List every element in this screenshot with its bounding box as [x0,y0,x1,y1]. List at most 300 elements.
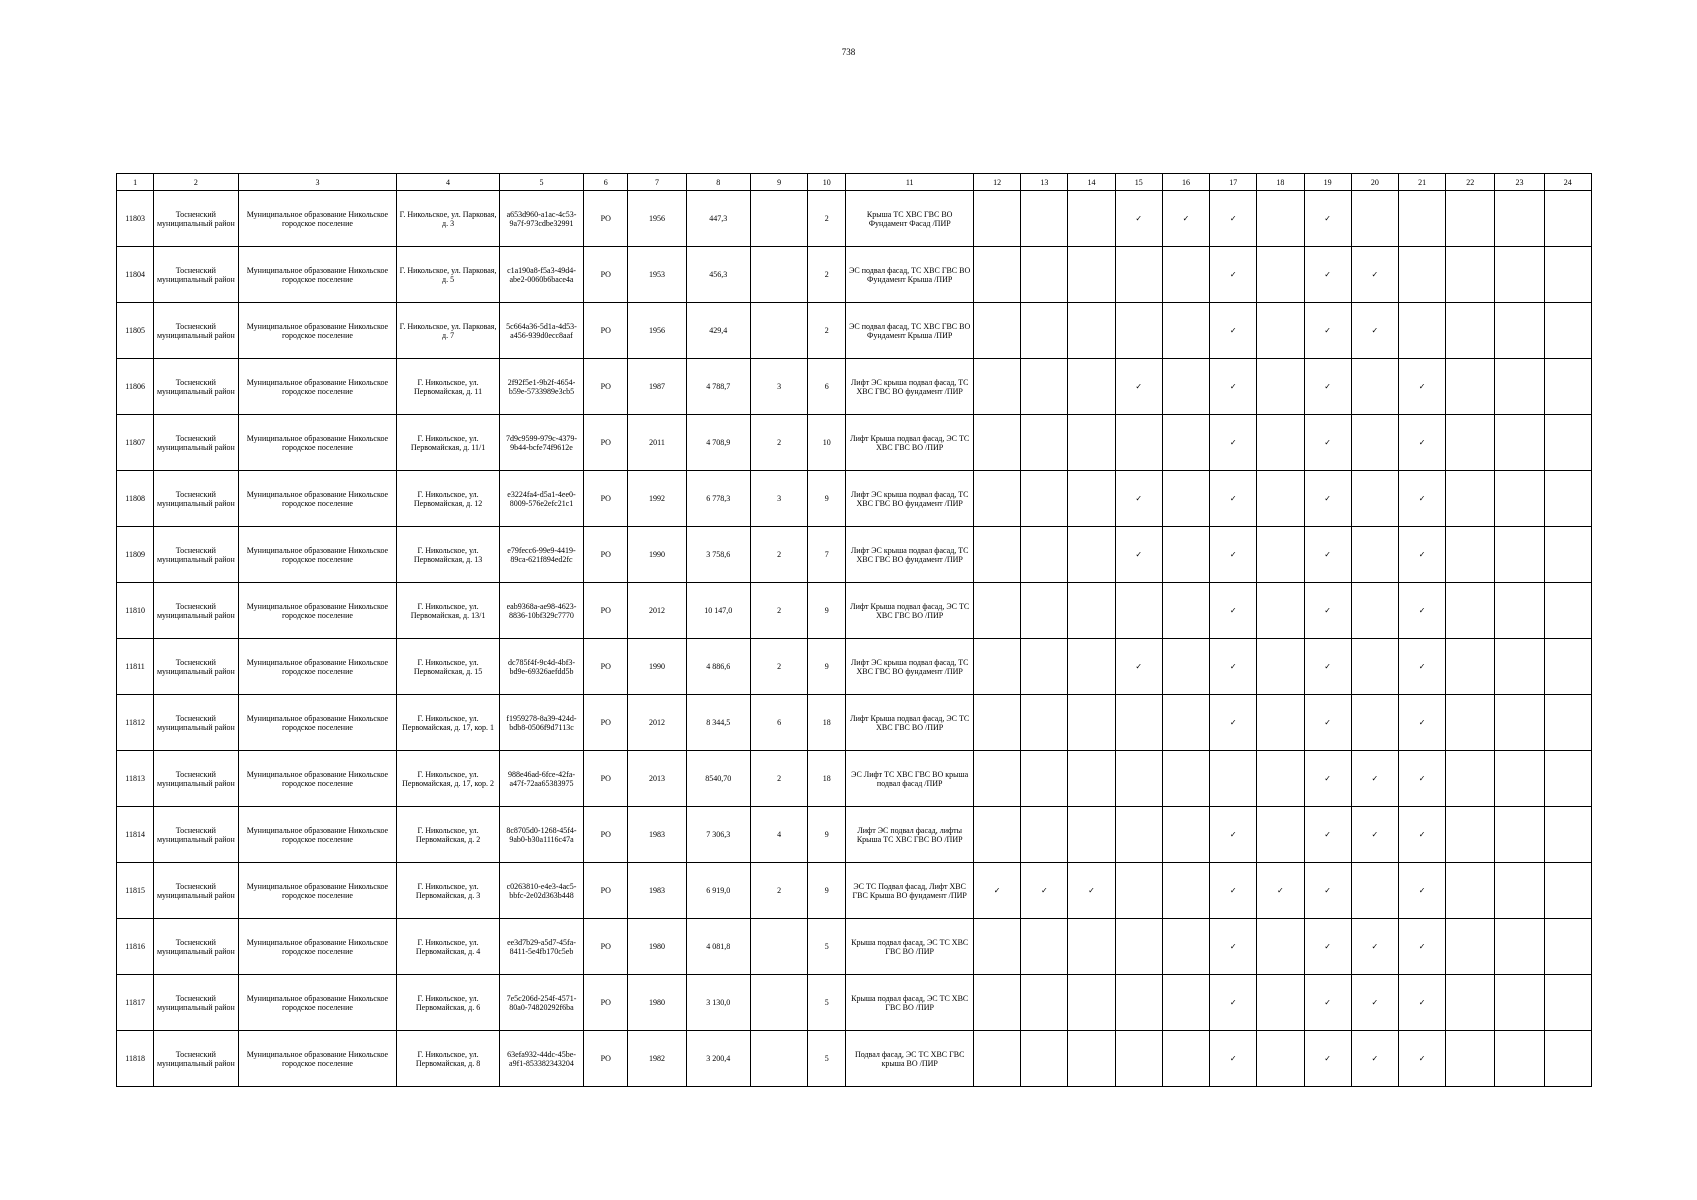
row-id: 11816 [117,919,154,975]
guid-cell: 5c664a36-5d1a-4d53-a456-939d0ecc8aaf [499,303,583,359]
owner-cell: РО [584,751,628,807]
area-cell: 6 919,0 [686,863,750,919]
year-cell: 1990 [628,639,686,695]
empty-cell [973,695,1020,751]
table-row [117,583,1592,639]
check-mark-icon: ✓ [1351,807,1398,863]
empty-cell [1021,191,1068,247]
empty-cell [1351,359,1398,415]
district-cell: Тосненский муниципальный район [154,583,238,639]
year-cell: 2013 [628,751,686,807]
empty-cell [1115,695,1162,751]
municipality-cell: Муниципальное образование Никольское городское поселение [238,639,397,695]
guid-cell: 988e46ad-6fce-42fa-a47f-72aa65383975 [499,751,583,807]
area-cell: 4 788,7 [686,359,750,415]
empty-cell [1162,919,1209,975]
guid-cell: dc785f4f-9c4d-4bf3-bd9e-69326aefdd5b [499,639,583,695]
table-row [117,639,1592,695]
empty-cell [1544,247,1591,303]
district-cell: Тосненский муниципальный район [154,191,238,247]
check-mark-icon: ✓ [1210,919,1257,975]
check-mark-icon: ✓ [1351,247,1398,303]
empty-cell [1544,583,1591,639]
owner-cell: РО [584,303,628,359]
area-cell: 429,4 [686,303,750,359]
municipality-cell: Муниципальное образование Никольское городское поселение [238,863,397,919]
address-cell: Г. Никольское, ул. Парковая, д. 5 [397,247,499,303]
municipality-cell: Муниципальное образование Никольское городское поселение [238,583,397,639]
check-mark-icon: ✓ [1210,1031,1257,1087]
check-mark-icon: ✓ [1398,527,1445,583]
empty-cell [1162,415,1209,471]
empty-cell [1398,191,1445,247]
guid-cell: ee3d7b29-a5d7-45fa-8411-5e4fb170c5eb [499,919,583,975]
owner-cell: РО [584,863,628,919]
table-body [117,174,1592,1087]
empty-cell [1257,975,1304,1031]
check-mark-icon: ✓ [1351,1031,1398,1087]
empty-cell [1257,191,1304,247]
column-number: 9 [750,174,807,191]
district-cell: Тосненский муниципальный район [154,359,238,415]
column-9-cell: 4 [750,807,807,863]
empty-cell [1446,471,1495,527]
check-mark-icon: ✓ [1304,527,1351,583]
row-id: 11815 [117,863,154,919]
empty-cell [1162,639,1209,695]
empty-cell [1068,191,1115,247]
works-cell: Крыша подвал фасад, ЭС ТС ХВС ГВС ВО /ПИР [846,975,974,1031]
check-mark-icon: ✓ [1210,975,1257,1031]
owner-cell: РО [584,695,628,751]
owner-cell: РО [584,359,628,415]
column-9-cell: 3 [750,471,807,527]
works-cell: Подвал фасад, ЭС ТС ХВС ГВС крыша ВО /ПИР [846,1031,974,1087]
guid-cell: e3224fa4-d5a1-4ee0-8009-576e2efc21c1 [499,471,583,527]
empty-cell [1446,751,1495,807]
year-cell: 1983 [628,863,686,919]
check-mark-icon: ✓ [1210,639,1257,695]
empty-cell [1021,359,1068,415]
empty-cell [1068,303,1115,359]
municipality-cell: Муниципальное образование Никольское городское поселение [238,919,397,975]
empty-cell [1068,975,1115,1031]
empty-cell [1162,527,1209,583]
empty-cell [1495,751,1544,807]
district-cell: Тосненский муниципальный район [154,695,238,751]
guid-cell: 63efa932-44dc-45be-a9f1-853382343204 [499,1031,583,1087]
guid-cell: eab9368a-ae98-4623-8836-10bf329c7770 [499,583,583,639]
check-mark-icon: ✓ [1304,863,1351,919]
check-mark-icon: ✓ [1398,1031,1445,1087]
column-number: 24 [1544,174,1591,191]
empty-cell [1446,975,1495,1031]
municipality-cell: Муниципальное образование Никольское городское поселение [238,471,397,527]
check-mark-icon: ✓ [1398,415,1445,471]
municipality-cell: Муниципальное образование Никольское городское поселение [238,359,397,415]
column-9-cell: 3 [750,359,807,415]
floors-cell: 5 [808,1031,846,1087]
check-mark-icon: ✓ [1210,415,1257,471]
empty-cell [1257,1031,1304,1087]
address-cell: Г. Никольское, ул. Первомайская, д. 13/1 [397,583,499,639]
guid-cell: c0263810-e4e3-4ac5-bbfc-2e02d363b448 [499,863,583,919]
floors-cell: 5 [808,975,846,1031]
area-cell: 3 130,0 [686,975,750,1031]
check-mark-icon: ✓ [1210,359,1257,415]
empty-cell [973,919,1020,975]
guid-cell: e79fecc6-99e9-4419-89ca-621f894ed2fc [499,527,583,583]
empty-cell [1544,471,1591,527]
works-cell: Лифт ЭС крыша подвал фасад, ТС ХВС ГВС ВО фундамент /ПИР [846,359,974,415]
empty-cell [1544,695,1591,751]
column-number: 17 [1210,174,1257,191]
row-id: 11806 [117,359,154,415]
empty-cell [1115,751,1162,807]
floors-cell: 18 [808,695,846,751]
empty-cell [1544,415,1591,471]
empty-cell [1257,807,1304,863]
column-number: 20 [1351,174,1398,191]
owner-cell: РО [584,807,628,863]
empty-cell [1495,1031,1544,1087]
check-mark-icon: ✓ [1210,471,1257,527]
check-mark-icon: ✓ [1304,695,1351,751]
year-cell: 2012 [628,695,686,751]
table-row [117,751,1592,807]
empty-cell [1257,583,1304,639]
check-mark-icon: ✓ [1398,807,1445,863]
district-cell: Тосненский муниципальный район [154,247,238,303]
empty-cell [1115,1031,1162,1087]
area-cell: 8540,70 [686,751,750,807]
address-cell: Г. Никольское, ул. Парковая, д. 3 [397,191,499,247]
column-number: 14 [1068,174,1115,191]
column-number: 16 [1162,174,1209,191]
owner-cell: РО [584,527,628,583]
check-mark-icon: ✓ [1351,751,1398,807]
address-cell: Г. Никольское, ул. Первомайская, д. 17, кор. 1 [397,695,499,751]
register-table [116,173,1592,1087]
empty-cell [1021,975,1068,1031]
year-cell: 2012 [628,583,686,639]
empty-cell [1162,1031,1209,1087]
empty-cell [1021,695,1068,751]
owner-cell: РО [584,639,628,695]
municipality-cell: Муниципальное образование Никольское городское поселение [238,751,397,807]
empty-cell [1257,751,1304,807]
column-number: 18 [1257,174,1304,191]
municipality-cell: Муниципальное образование Никольское городское поселение [238,415,397,471]
empty-cell [1162,863,1209,919]
empty-cell [973,807,1020,863]
check-mark-icon: ✓ [1398,359,1445,415]
empty-cell [1446,695,1495,751]
row-id: 11808 [117,471,154,527]
floors-cell: 2 [808,303,846,359]
column-9-cell [750,303,807,359]
check-mark-icon: ✓ [1304,303,1351,359]
empty-cell [1351,527,1398,583]
column-number-row [117,174,1592,191]
floors-cell: 2 [808,191,846,247]
year-cell: 1987 [628,359,686,415]
column-9-cell [750,919,807,975]
municipality-cell: Муниципальное образование Никольское городское поселение [238,303,397,359]
empty-cell [1115,303,1162,359]
year-cell: 1980 [628,919,686,975]
empty-cell [1351,471,1398,527]
works-cell: Лифт ЭС подвал фасад, лифты Крыша ТС ХВС ГВС ВО /ПИР [846,807,974,863]
column-number: 19 [1304,174,1351,191]
empty-cell [1257,359,1304,415]
empty-cell [973,303,1020,359]
empty-cell [973,975,1020,1031]
empty-cell [1257,695,1304,751]
year-cell: 1982 [628,1031,686,1087]
empty-cell [1021,639,1068,695]
floors-cell: 10 [808,415,846,471]
empty-cell [1544,863,1591,919]
year-cell: 1953 [628,247,686,303]
address-cell: Г. Никольское, ул. Первомайская, д. 13 [397,527,499,583]
check-mark-icon: ✓ [1304,359,1351,415]
empty-cell [1257,303,1304,359]
empty-cell [1162,359,1209,415]
column-number: 3 [238,174,397,191]
column-9-cell: 2 [750,527,807,583]
empty-cell [1495,695,1544,751]
check-mark-icon: ✓ [1210,863,1257,919]
empty-cell [1257,639,1304,695]
floors-cell: 18 [808,751,846,807]
guid-cell: 8c8705d0-1268-45f4-9ab0-b30a1116c47a [499,807,583,863]
column-9-cell: 6 [750,695,807,751]
area-cell: 7 306,3 [686,807,750,863]
table-row [117,415,1592,471]
floors-cell: 2 [808,247,846,303]
column-number: 12 [973,174,1020,191]
address-cell: Г. Никольское, ул. Первомайская, д. 3 [397,863,499,919]
row-id: 11817 [117,975,154,1031]
address-cell: Г. Никольское, ул. Первомайская, д. 11 [397,359,499,415]
district-cell: Тосненский муниципальный район [154,975,238,1031]
empty-cell [1162,247,1209,303]
empty-cell [1021,583,1068,639]
column-9-cell: 2 [750,751,807,807]
empty-cell [1068,751,1115,807]
area-cell: 3 758,6 [686,527,750,583]
column-number: 13 [1021,174,1068,191]
check-mark-icon: ✓ [1162,191,1209,247]
address-cell: Г. Никольское, ул. Первомайская, д. 15 [397,639,499,695]
empty-cell [973,751,1020,807]
empty-cell [1495,583,1544,639]
area-cell: 6 778,3 [686,471,750,527]
check-mark-icon: ✓ [973,863,1020,919]
municipality-cell: Муниципальное образование Никольское городское поселение [238,1031,397,1087]
district-cell: Тосненский муниципальный район [154,639,238,695]
empty-cell [1021,303,1068,359]
area-cell: 4 708,9 [686,415,750,471]
table-row [117,471,1592,527]
empty-cell [1495,415,1544,471]
check-mark-icon: ✓ [1210,191,1257,247]
empty-cell [973,359,1020,415]
area-cell: 10 147,0 [686,583,750,639]
address-cell: Г. Никольское, ул. Первомайская, д. 4 [397,919,499,975]
municipality-cell: Муниципальное образование Никольское городское поселение [238,191,397,247]
check-mark-icon: ✓ [1115,527,1162,583]
floors-cell: 5 [808,919,846,975]
check-mark-icon: ✓ [1115,639,1162,695]
empty-cell [1351,191,1398,247]
works-cell: Лифт Крыша подвал фасад, ЭС ТС ХВС ГВС ВО /ПИР [846,415,974,471]
table-row [117,191,1592,247]
address-cell: Г. Никольское, ул. Первомайская, д. 2 [397,807,499,863]
district-cell: Тосненский муниципальный район [154,863,238,919]
guid-cell: f1959278-8a39-424d-bdb8-0506f9d7113c [499,695,583,751]
works-cell: Лифт ЭС крыша подвал фасад, ТС ХВС ГВС ВО фундамент /ПИР [846,471,974,527]
empty-cell [1495,975,1544,1031]
district-cell: Тосненский муниципальный район [154,303,238,359]
empty-cell [1257,527,1304,583]
empty-cell [1162,751,1209,807]
row-id: 11818 [117,1031,154,1087]
address-cell: Г. Никольское, ул. Первомайская, д. 11/1 [397,415,499,471]
empty-cell [1351,863,1398,919]
empty-cell [973,415,1020,471]
column-number: 22 [1446,174,1495,191]
empty-cell [1021,247,1068,303]
empty-cell [1115,919,1162,975]
works-cell: ЭС подвал фасад, ТС ХВС ГВС ВО Фундамент Крыша /ПИР [846,303,974,359]
empty-cell [1021,1031,1068,1087]
column-number: 10 [808,174,846,191]
empty-cell [1544,639,1591,695]
empty-cell [1068,527,1115,583]
district-cell: Тосненский муниципальный район [154,1031,238,1087]
empty-cell [973,639,1020,695]
empty-cell [1544,1031,1591,1087]
empty-cell [1398,247,1445,303]
empty-cell [1446,919,1495,975]
district-cell: Тосненский муниципальный район [154,751,238,807]
address-cell: Г. Никольское, ул. Первомайская, д. 17, кор. 2 [397,751,499,807]
owner-cell: РО [584,415,628,471]
empty-cell [1544,527,1591,583]
empty-cell [1446,863,1495,919]
row-id: 11814 [117,807,154,863]
empty-cell [973,191,1020,247]
empty-cell [1068,247,1115,303]
floors-cell: 9 [808,639,846,695]
empty-cell [1021,919,1068,975]
empty-cell [1257,247,1304,303]
check-mark-icon: ✓ [1304,415,1351,471]
row-id: 11813 [117,751,154,807]
year-cell: 1956 [628,303,686,359]
empty-cell [1351,695,1398,751]
check-mark-icon: ✓ [1398,471,1445,527]
district-cell: Тосненский муниципальный район [154,919,238,975]
check-mark-icon: ✓ [1304,471,1351,527]
floors-cell: 6 [808,359,846,415]
empty-cell [1446,191,1495,247]
works-cell: Лифт ЭС крыша подвал фасад, ТС ХВС ГВС ВО фундамент /ПИР [846,527,974,583]
empty-cell [973,1031,1020,1087]
empty-cell [1446,583,1495,639]
check-mark-icon: ✓ [1398,863,1445,919]
empty-cell [1544,919,1591,975]
table-row [117,303,1592,359]
column-number: 7 [628,174,686,191]
area-cell: 4 081,8 [686,919,750,975]
check-mark-icon: ✓ [1257,863,1304,919]
empty-cell [1115,975,1162,1031]
check-mark-icon: ✓ [1021,863,1068,919]
year-cell: 1956 [628,191,686,247]
column-number: 1 [117,174,154,191]
empty-cell [1068,415,1115,471]
floors-cell: 9 [808,471,846,527]
empty-cell [1210,751,1257,807]
table-row [117,247,1592,303]
empty-cell [1115,247,1162,303]
empty-cell [1446,415,1495,471]
check-mark-icon: ✓ [1210,807,1257,863]
column-number: 23 [1495,174,1544,191]
works-cell: Лифт ЭС крыша подвал фасад, ТС ХВС ГВС ВО фундамент /ПИР [846,639,974,695]
row-id: 11803 [117,191,154,247]
year-cell: 1983 [628,807,686,863]
check-mark-icon: ✓ [1351,303,1398,359]
owner-cell: РО [584,471,628,527]
empty-cell [1021,751,1068,807]
guid-cell: 2f92f5e1-9b2f-4654-b59e-5733989e3cb5 [499,359,583,415]
guid-cell: c1a190a8-f5a3-49d4-abe2-0060b6bace4a [499,247,583,303]
works-cell: Крыша подвал фасад, ЭС ТС ХВС ГВС ВО /ПИР [846,919,974,975]
row-id: 11810 [117,583,154,639]
row-id: 11804 [117,247,154,303]
empty-cell [1446,247,1495,303]
row-id: 11805 [117,303,154,359]
empty-cell [1162,975,1209,1031]
empty-cell [1115,415,1162,471]
empty-cell [1544,303,1591,359]
works-cell: Лифт Крыша подвал фасад, ЭС ТС ХВС ГВС ВО /ПИР [846,583,974,639]
check-mark-icon: ✓ [1304,751,1351,807]
empty-cell [1446,639,1495,695]
area-cell: 447,3 [686,191,750,247]
owner-cell: РО [584,583,628,639]
table-row [117,527,1592,583]
check-mark-icon: ✓ [1398,919,1445,975]
owner-cell: РО [584,975,628,1031]
empty-cell [1068,639,1115,695]
column-number: 11 [846,174,974,191]
check-mark-icon: ✓ [1351,975,1398,1031]
works-cell: ЭС подвал фасад, ТС ХВС ГВС ВО Фундамент Крыша /ПИР [846,247,974,303]
empty-cell [1495,191,1544,247]
empty-cell [1446,1031,1495,1087]
guid-cell: 7e5c206d-254f-4571-80a0-74820292f6ba [499,975,583,1031]
empty-cell [1351,583,1398,639]
empty-cell [1544,359,1591,415]
check-mark-icon: ✓ [1304,1031,1351,1087]
empty-cell [1162,583,1209,639]
empty-cell [1115,583,1162,639]
